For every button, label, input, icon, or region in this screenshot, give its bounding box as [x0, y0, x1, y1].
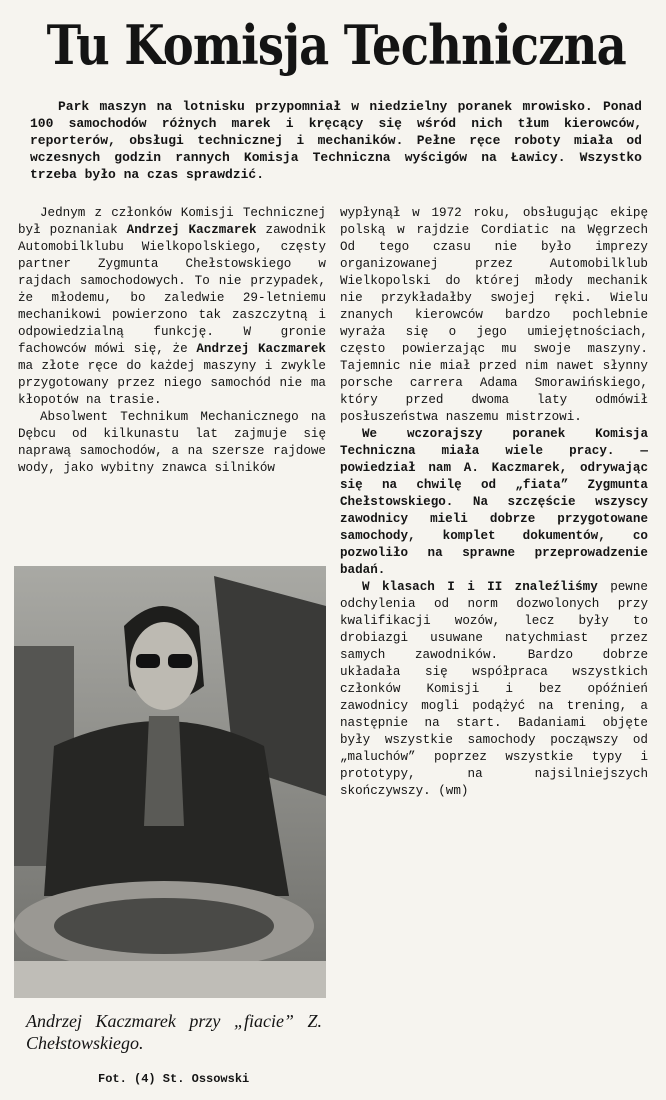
- col2-p3-bold: W klasach I i II znaleźliśmy: [362, 580, 598, 594]
- photo-credit: Fot. (4) St. Ossowski: [98, 1072, 250, 1086]
- article-column-2: [340, 205, 648, 800]
- col1-p1-text-a: Jednym z członków Komisji Technicznej był poznaniak: [18, 206, 326, 237]
- col1-p1-text-b: zawodnik Automobilklubu Wielkopolskiego, częsty partner Zygmunta Chełstowskiego w rajdach samochodowych. To nie przypadek, że młodemu, bo zaledwie 29-letniemu mechanikowi powierzono tak zaszczytną i odpowiedzialną funkcję. W gronie fachowców mówi się, że: [18, 223, 326, 356]
- col1-p1-name-a: Andrzej Kaczmarek: [126, 223, 257, 237]
- col2-p3-text: pewne odchylenia od norm dozwolonych przy kwalifikacji wozów, lecz były to drobiazgi usuwane natychmiast przez samych zawodników. Bardzo dobrze układała się współpraca wszystkich członków Komisji i bez opóźnień zawodnicy mogli podążyć na trening, a następnie na start. Badaniami objęte były wszystkie samochody począwszy od „maluchów” poprzez wszystkie typy i prototypy, na najsilniejszych skończywszy. (wm): [340, 580, 648, 798]
- headline: Tu Komisja Techniczna: [46, 13, 626, 77]
- col1-p1-name-b: Andrzej Kaczmarek: [196, 342, 326, 356]
- photo-portrait-man: [14, 566, 326, 998]
- article-photo: [14, 566, 326, 998]
- col1-p1-text-c: ma złote ręce do każdej maszyny i zwykle przygotowany przez niego samochód nie ma kłopotów na trasie.: [18, 359, 326, 407]
- col1-paragraph-1: [18, 205, 326, 409]
- photo-caption: Andrzej Kaczmarek przy „fiacie” Z. Chełstowskiego.: [26, 1011, 322, 1053]
- lead-paragraph: Park maszyn na lotnisku przypomniał w niedzielny poranek mrowisko. Ponad 100 samochodów różnych marek i kręcący się wśród nich tłum kierowców, reporterów, obsługi technicznej i mechaników. Pełne ręce roboty miała od wczesnych godzin rannych Komisja Techniczna wyścigów na Ławicy. Wszystko trzeba było na czas sprawdzić.: [30, 99, 642, 182]
- col1-paragraph-2: Absolwent Technikum Mechanicznego na Dębcu od kilkunastu lat zajmuje się naprawą samochodów, a na szersze rajdowe wody, jako wybitny znawca silników: [18, 410, 326, 475]
- col2-paragraph-1: wypłynął w 1972 roku, obsługując ekipę polską w rajdzie Cordiatic na Węgrzech Od tego czasu nie było imprezy organizowanej przez Automobilklub Wielkopolski do której młody mechanik nie przykładałby swojej ręki. Wielu znanych kierowców bardzo pochlebnie wyraża się o jego umiejętnościach, często powierzając mu swoje maszyny. Tajemnic nie miał przed nim nawet słynny porsche carrera Adama Smorawińskiego, który przed dwoma laty odmówił posłuszeństwa naszemu mistrzowi.: [340, 206, 648, 424]
- col2-paragraph-3: [340, 579, 648, 800]
- article-column-1: [18, 205, 326, 477]
- col2-paragraph-2: We wczorajszy poranek Komisja Techniczna miała wiele pracy. — powiedział nam A. Kaczmarek, odrywając się na chwilę od „fiata” Zygmunta Chełstowskiego. Na szczęście wszyscy zawodnicy mieli dobrze przygotowane samochody, komplet dokumentów, co pozwoliło na sprawne przeprowadzenie badań.: [340, 427, 648, 577]
